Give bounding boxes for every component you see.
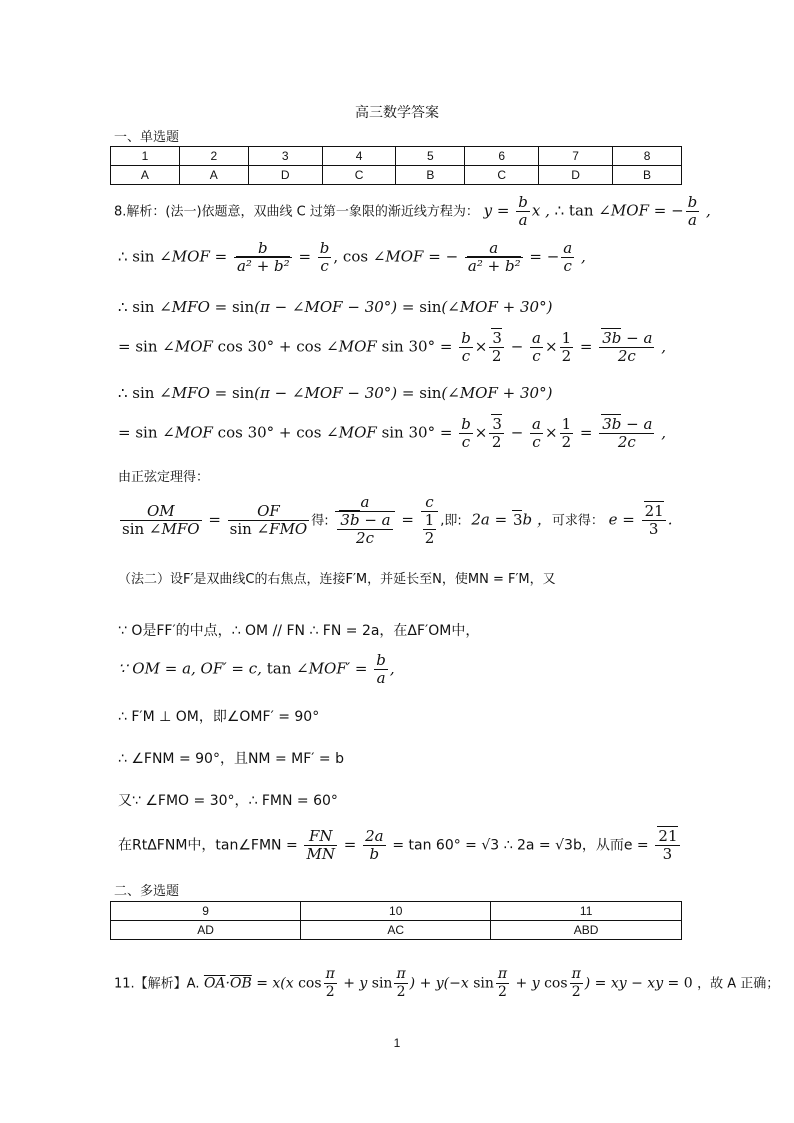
question-number: 1 xyxy=(111,147,180,166)
question-number: 5 xyxy=(396,147,465,166)
single-choice-answer-table xyxy=(110,146,682,185)
sin-mfo-formula: ∴ sin ∠MFO = sin(π − ∠MOF − 30°) = sin(∠MOF + 30°) xyxy=(118,298,553,316)
question-number: 6 xyxy=(465,147,539,166)
table-row xyxy=(111,902,682,921)
page-number: 1 xyxy=(393,1036,401,1050)
angle-fmo-text: 又∵ ∠FMO = 30°，∴ FMN = 60° xyxy=(118,793,338,809)
sin-mfo-expansion-repeat: = sin ∠MOF cos 30° + cos ∠MOF sin 30° = $\frac{b}{c}$ × $\frac{3}{2}$ − $\frac{a}{c}$ × $\frac{1}{2}$ = $\frac{3b - a}{2c}$ , xyxy=(118,415,666,451)
answer-cell: C xyxy=(322,166,396,185)
answer-cell: D xyxy=(539,166,613,185)
page-title: 高三数学答案 xyxy=(355,105,439,121)
law-of-sines-equation: $\frac{OM}{\text{sin ∠MFO}}$ = $\frac{OF}{\text{sin ∠FMO}}$ 得: $\frac{a}{\frac{3b - a}{2c}}$ = $\frac{c}{\frac{1}{2}}$ ,即: 2a = 3b ，可求得： e = $\frac{21}{3}$ . xyxy=(122,493,673,547)
table-row xyxy=(111,921,682,940)
question-number: 11 xyxy=(491,902,682,921)
question-number: 4 xyxy=(322,147,396,166)
answer-cell: ABD xyxy=(491,921,682,940)
solution8-intro-line: 8.解析：(法一)依题意，双曲线 C 过第一象限的渐近线方程为： y = $\frac{b}{a}$ x , ∴ tan ∠MOF = − $\frac{b}{a}$ , xyxy=(114,193,711,229)
answer-cell: AD xyxy=(111,921,301,940)
question-number: 3 xyxy=(248,147,322,166)
sin-mfo-expansion: = sin ∠MOF cos 30° + cos ∠MOF sin 30° = $\frac{b}{c}$ × $\frac{3}{2}$ − $\frac{a}{c}$ × $\frac{1}{2}$ = $\frac{3b - a}{2c}$ , xyxy=(118,329,666,365)
answer-cell: D xyxy=(248,166,322,185)
perpendicular-text: ∴ F′M ⊥ OM，即∠OMF′ = 90° xyxy=(118,709,320,725)
sin-cos-mof-formula: ∴ sin ∠MOF = $\frac{b}{\text{a² + b²}}$ = $\frac{b}{c}$ , cos ∠MOF = − $\frac{a}{\text{a² + b²}}$ = − $\frac{a}{c}$ , xyxy=(118,239,586,275)
answer-cell: B xyxy=(613,166,682,185)
section1-heading: 一、单选题 xyxy=(114,130,180,145)
sin-mfo-formula-repeat: ∴ sin ∠MFO = sin(π − ∠MOF − 30°) = sin(∠MOF + 30°) xyxy=(118,384,553,402)
solution11-label: 11.【解析】A. xyxy=(114,976,200,992)
method2-text: （法二）设F′是双曲线C的右焦点，连接F′M，并延长至N，使MN = F′M，又 xyxy=(118,572,556,587)
question-number: 9 xyxy=(111,902,301,921)
multi-choice-answer-table xyxy=(110,901,682,940)
answer-cell: C xyxy=(465,166,539,185)
question-number: 2 xyxy=(179,147,248,166)
answer-cell: AC xyxy=(301,921,491,940)
solution11-line: 11.【解析】A. $\overline{OA}\cdot\overline{OB} = x(x$ cos $\frac{\pi}{2}$ + y sin $\frac{\pi}{2}$ ) + y(−x sin $\frac{\pi}{2}$ + y cos $\frac{\pi}{2}$ ) = xy − xy = 0 ，故 A 正确； xyxy=(114,966,780,1000)
table-row xyxy=(111,147,682,166)
question-number: 10 xyxy=(301,902,491,921)
solve-text: 可求得： xyxy=(551,513,604,529)
solution8-intro: 8.解析：(法一)依题意，双曲线 C 过第一象限的渐近线方程为： xyxy=(114,204,479,220)
section2-heading: 二、多选题 xyxy=(114,884,180,899)
law-of-sines-label: 由正弦定理得： xyxy=(118,470,210,485)
midpoint-text: ∵ O是FF′的中点，∴ OM // FN ∴ FN = 2a，在ΔF′OM中， xyxy=(118,623,480,639)
question-number: 7 xyxy=(539,147,613,166)
question-number: 8 xyxy=(613,147,682,166)
solution11-tail: ，故 A 正确； xyxy=(697,976,780,992)
answer-cell: A xyxy=(111,166,180,185)
answer-cell: B xyxy=(396,166,465,185)
answer-cell: A xyxy=(179,166,248,185)
table-row xyxy=(111,166,682,185)
conclusion-prefix: 在RtΔFNM中，tan∠FMN = xyxy=(118,837,298,854)
conclusion-line: 在RtΔFNM中，tan∠FMN = $\frac{FN}{MN}$ = $\frac{2a}{b}$ = tan 60° = √3 ∴ 2a = √3b，从而e = $\frac{21}{3}$ xyxy=(118,827,678,863)
om-of-tan-line: ∵ OM = a, OF′ = c, tan ∠MOF′ = $\frac{b}{a}$ , xyxy=(118,651,395,687)
conclusion-mid: = tan 60° = √3 ∴ 2a = √3b，从而e = xyxy=(392,837,649,854)
angle-fnm-text: ∴ ∠FNM = 90°，且NM = MF′ = b xyxy=(118,751,344,767)
